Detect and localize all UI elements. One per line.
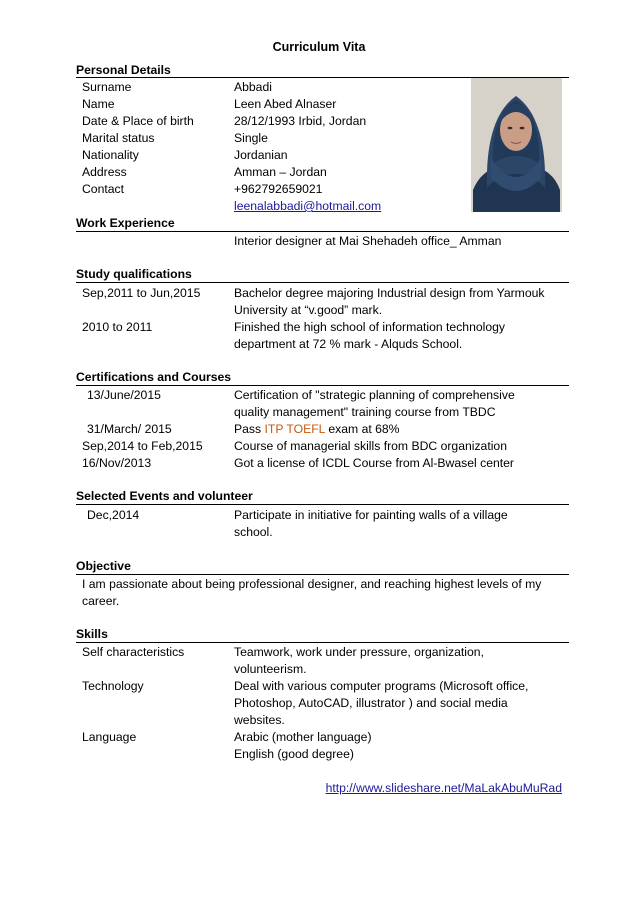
cert-desc-1a: Certification of "strategic planning of comprehensive bbox=[234, 388, 515, 402]
objective-text-b: career. bbox=[82, 594, 120, 608]
surname-label: Surname bbox=[82, 80, 132, 94]
events-heading: Selected Events and volunteer bbox=[76, 489, 253, 503]
skill-label-self: Self characteristics bbox=[82, 645, 185, 659]
certifications-rule bbox=[76, 385, 569, 386]
marital-status-value: Single bbox=[234, 131, 268, 145]
email-link[interactable]: leenalabbadi@hotmail.com bbox=[234, 199, 382, 213]
cert-desc-3: Course of managerial skills from BDC organization bbox=[234, 439, 507, 453]
study-date-2: 2010 to 2011 bbox=[82, 320, 153, 334]
work-experience-entry: Interior designer at Mai Shehadeh office_ Amman bbox=[234, 234, 502, 248]
nationality-value: Jordanian bbox=[234, 148, 288, 162]
marital-status-label: Marital status bbox=[82, 131, 155, 145]
study-date-1: Sep,2011 to Jun,2015 bbox=[82, 286, 201, 300]
cert-date-3: Sep,2014 to Feb,2015 bbox=[82, 439, 203, 453]
contact-label: Contact bbox=[82, 182, 125, 196]
certifications-heading: Certifications and Courses bbox=[76, 370, 232, 384]
name-label: Name bbox=[82, 97, 115, 111]
cert-date-2: 31/March/ 2015 bbox=[87, 422, 172, 436]
event-date: Dec,2014 bbox=[87, 508, 140, 522]
work-experience-heading: Work Experience bbox=[76, 216, 175, 230]
skill-desc-self-a: Teamwork, work under pressure, organization, bbox=[234, 645, 484, 659]
cert-date-1: 13/June/2015 bbox=[87, 388, 161, 402]
skill-desc-tech-c: websites. bbox=[234, 713, 285, 727]
slideshare-link[interactable]: http://www.slideshare.net/MaLakAbuMuRad bbox=[325, 781, 562, 795]
skill-label-language: Language bbox=[82, 730, 137, 744]
nationality-label: Nationality bbox=[82, 148, 139, 162]
skill-desc-lang-b: English (good degree) bbox=[234, 747, 354, 761]
cert-desc-2-pre: Pass bbox=[234, 422, 265, 436]
skill-desc-self-b: volunteerism. bbox=[234, 662, 307, 676]
address-label: Address bbox=[82, 165, 127, 179]
name-value: Leen Abed Alnaser bbox=[234, 97, 337, 111]
contact-phone: +962792659021 bbox=[234, 182, 323, 196]
objective-rule bbox=[76, 574, 569, 575]
skills-rule bbox=[76, 642, 569, 643]
event-desc-a: Participate in initiative for painting walls of a village bbox=[234, 508, 508, 522]
cert-date-4: 16/Nov/2013 bbox=[82, 456, 152, 470]
cert-desc-2-post: exam at 68% bbox=[325, 422, 400, 436]
work-experience-rule bbox=[76, 231, 569, 232]
objective-heading: Objective bbox=[76, 559, 131, 573]
cert-desc-2 bbox=[234, 421, 400, 437]
cert-desc-4: Got a license of ICDL Course from Al-Bwasel center bbox=[234, 456, 514, 470]
study-desc-1b: University at “v.good” mark. bbox=[234, 303, 383, 317]
birth-label: Date & Place of birth bbox=[82, 114, 194, 128]
event-desc-b: school. bbox=[234, 525, 273, 539]
birth-value: 28/12/1993 Irbid, Jordan bbox=[234, 114, 367, 128]
skill-desc-tech-a: Deal with various computer programs (Microsoft office, bbox=[234, 679, 529, 693]
skill-desc-tech-b: Photoshop, AutoCAD, illustrator ) and social media bbox=[234, 696, 508, 710]
personal-details-heading: Personal Details bbox=[76, 63, 171, 77]
study-qualifications-rule bbox=[76, 282, 569, 283]
toefl-highlight: ITP TOEFL bbox=[264, 422, 325, 436]
study-qualifications-heading: Study qualifications bbox=[76, 267, 192, 281]
skills-heading: Skills bbox=[76, 627, 108, 641]
address-value: Amman – Jordan bbox=[234, 165, 327, 179]
study-desc-2a: Finished the high school of information technology bbox=[234, 320, 505, 334]
skill-label-technology: Technology bbox=[82, 679, 144, 693]
events-rule bbox=[76, 504, 569, 505]
study-desc-1a: Bachelor degree majoring Industrial design from Yarmouk bbox=[234, 286, 545, 300]
document-title: Curriculum Vita bbox=[272, 40, 366, 54]
cert-desc-1b: quality management" training course from TBDC bbox=[234, 405, 496, 419]
surname-value: Abbadi bbox=[234, 80, 272, 94]
profile-photo bbox=[471, 78, 562, 212]
study-desc-2b: department at 72 % mark - Alquds School. bbox=[234, 337, 463, 351]
skill-desc-lang-a: Arabic (mother language) bbox=[234, 730, 372, 744]
objective-text-a: I am passionate about being professional designer, and reaching highest levels of my bbox=[82, 577, 542, 591]
